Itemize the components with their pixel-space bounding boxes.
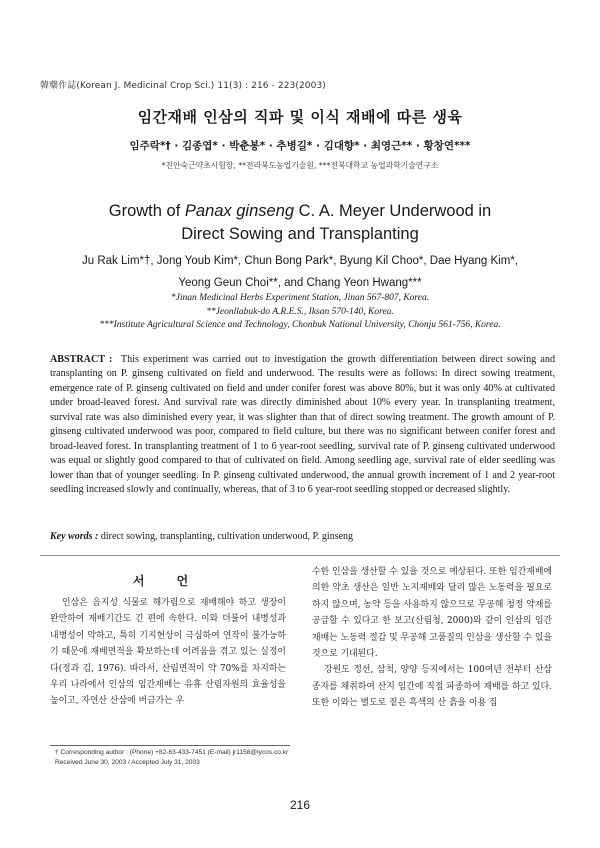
right-column	[312, 564, 552, 712]
english-title	[0, 200, 600, 246]
intro-paragraph-2: 강원도 정선, 삼척, 양양 등지에서는 100여년 전부터 산삼 종자를 채취하여 산지 임간에 직접 파종하여 재배를 하고 있다. 또한 이와는 별도로 짙은 흑색의 산 흙을 이용 집	[312, 665, 552, 709]
english-authors	[0, 250, 600, 294]
section-divider	[40, 555, 560, 556]
received-accepted: Received June 30, 2003 / Accepted July 31, 2003	[55, 759, 200, 766]
intro-paragraph-1-cont: 수한 인삼을 생산할 수 있을 것으로 예상된다. 또한 임간재배에 의한 약초 생산은 일반 노지재배와 달리 많은 노동력을 필요로 하지 않으며, 농약 등을 사용하지 않으므로 무공해 청정 약재를 공급할 수 있다고 한 보고(산림청, 2000)와 같이 인삼의 임간재배는 노동력 절감 및 무공해 고품질의 인삼을 생산할 수 있을 것으로 기대된다.	[312, 567, 552, 660]
abstract-text: This experiment was carried out to investigation the growth differentiation between direct sowing and transplanting on P. ginseng cultivated on field and underwood. The results were as follows: In direct sowing treatment, emergence rate of P. ginseng cultivated on field and under conifer forest was above 80%, but it was only 40% at cultivated under broad-leaved forest. And survival rate was directly diminished about 10% every year. In transplanting treatment, survival rate was also diminished every year, it was slighter than that of direct sowing treatment. The growth amount of P. ginseng cultivated underwood was poor, compared to field culture, but there was no significant between conifer forest and broad-leaved forest. In transplanting treatment of 1 to 6 year-root seedling, survival rate of P. ginseng cultivated underwood was equal or slightly good compared to that of cultivated on field. Among seedling age, survival rate of elder seedling was lower than that of younger seedling. In P. ginseng cultivated underwood, the annual growth increment of 1 and 2 year-root seedling increased slowly and continually, whereas, that of 3 to 6 year-root seedling stopped or decreased slightly.	[50, 354, 556, 496]
keywords-label: Key words :	[50, 531, 99, 542]
journal-citation: 韓藥作誌(Korean J. Medicinal Crop Sci.) 11(3) : 216 - 223(2003)	[40, 81, 326, 91]
korean-title: 임간재배 인삼의 직파 및 이식 재배에 따른 생육	[137, 108, 463, 126]
page-number: 216	[289, 798, 311, 812]
corresponding-author: † Corresponding author : (Phone) +82-63-433-7451 (E-mail) jr1158@lycos.co.kr	[55, 749, 289, 756]
korean-affiliations: *진안숙근약초시험장, **전라북도농업기술원, ***전북대학교 농업과학기술연구소	[161, 161, 439, 170]
intro-paragraph-1: 인삼은 음지성 식물로 해가림으로 재배해야 하고 생장이 완만하여 재배기간도 긴 편에 속한다. 이와 더불어 내병성과 내병성이 약하고, 특히 기지현상이 극심하여 연작이 불가능하기 때문에 재배면적을 확보하는데 어려움을 겪고 있는 실정이다(정과 김, 1976). 따라서, 산림면적이 약 70%를 차지하는 우리 나라에서 인삼의 임간재배는 유휴 산림자원의 효율성을 높이고, 자연산 산삼에 버금가는 우	[50, 598, 286, 707]
keywords	[50, 531, 555, 542]
title-species: Panax ginseng	[184, 202, 295, 220]
authors-line2: Yeong Geun Choi**, and Chang Yeon Hwang***	[178, 277, 422, 289]
korean-authors: 임주락*† · 김종엽* · 박춘봉* · 추병길* · 김대향* · 최영근** · 황창연***	[129, 140, 471, 152]
title-part1: Growth of	[108, 202, 185, 220]
english-affiliations	[0, 292, 600, 333]
title-part2: C. A. Meyer Underwood in	[294, 202, 492, 220]
affiliation-3: ***Institute Agricultural Science and Technology, Chonbuk National University, Chonju 561-756, Korea.	[99, 320, 501, 330]
footnote-divider	[50, 745, 290, 746]
abstract-label: ABSTRACT :	[50, 354, 113, 365]
title-line2: Direct Sowing and Transplanting	[181, 225, 419, 243]
left-column	[50, 595, 286, 710]
abstract	[50, 353, 555, 498]
intro-heading: 서 언	[132, 574, 203, 588]
affiliation-2: **Jeonllabuk-do A.R.E.S., Iksan 570-140, Korea.	[206, 306, 394, 317]
affiliation-1: *Jinan Medicinal Herbs Experiment Station, Jinan 567-807, Korea.	[170, 293, 430, 303]
footnote	[55, 748, 555, 768]
keywords-text: direct sowing, transplanting, cultivation underwood, P. ginseng	[100, 531, 354, 542]
authors-line1: Ju Rak Lim*†, Jong Youb Kim*, Chun Bong Park*, Byung Kil Choo*, Dae Hyang Kim*,	[82, 255, 518, 267]
